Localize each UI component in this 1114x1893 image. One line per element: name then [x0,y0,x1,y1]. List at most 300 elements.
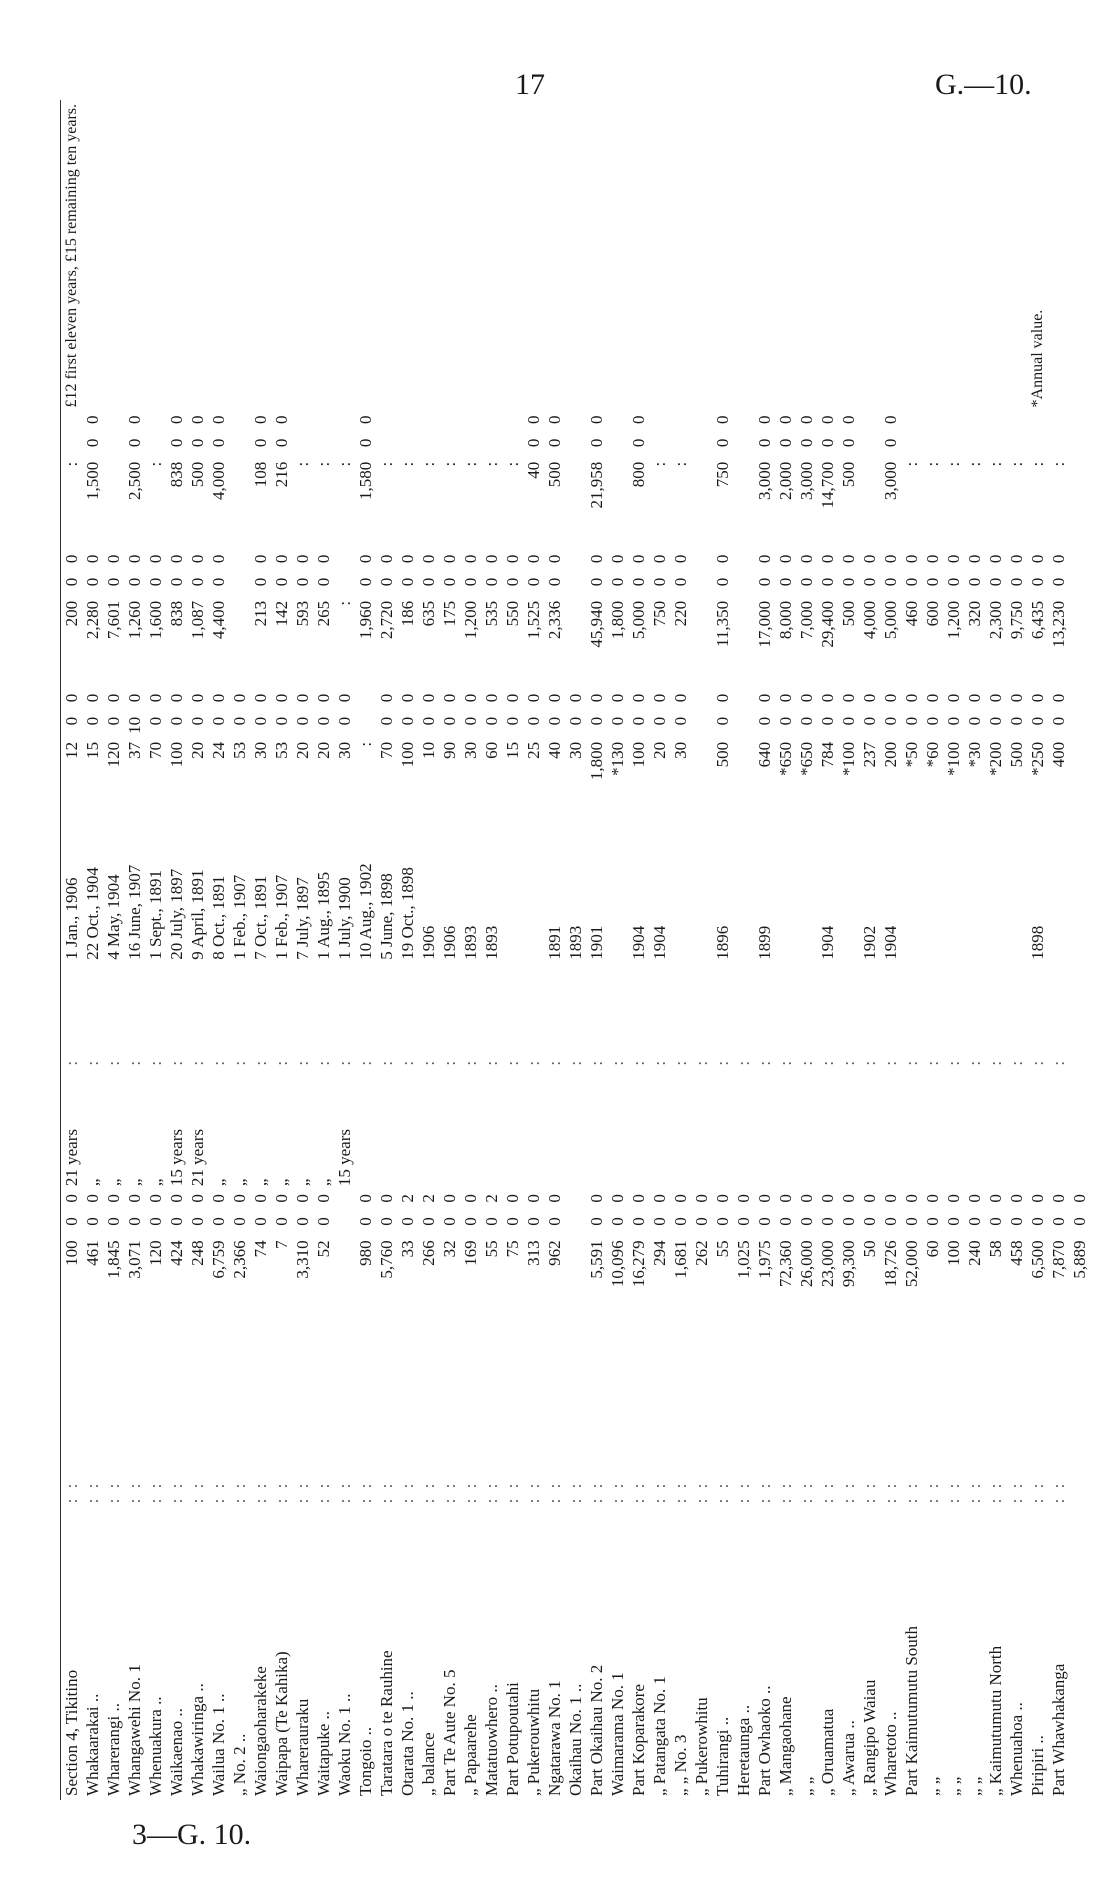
cell-rent-s [1069,713,1090,738]
cell-capital-s: 0 [902,577,921,587]
cell-area [334,1236,355,1338]
cell-capital: 6,435 [1028,600,1047,640]
cell-rent-d: 0 [503,693,522,703]
cell-term [355,1070,376,1191]
cell-term [460,1070,481,1191]
cell-remarks [124,100,145,411]
cell-name: „ „ No. 3 [671,1734,690,1796]
cell-leader-2: : [671,1057,690,1066]
cell-rent-s: 0 [902,716,921,726]
cell-capital: 5,000 [881,600,900,640]
cell-perches [565,1190,586,1213]
cell-capital: 2,280 [83,600,102,640]
cell-capital-d: 0 [167,554,186,564]
cell-leader-2: : [125,1057,144,1066]
cell-capital-d: 0 [776,554,795,564]
cell-value-d [103,411,124,434]
cell-value: 216 [272,461,291,488]
cell-name: Part Koparakore [629,1684,648,1796]
cell-value-s [985,435,1006,458]
cell-value-d [964,411,985,434]
cell-name: „ Awarua .. [839,1720,858,1796]
cell-rent: 53 [272,741,291,759]
cell-rent: 20 [188,741,207,759]
cell-perches: 2 [398,1194,417,1203]
cell-rent: *650 [797,741,816,776]
cell-rent-s: 0 [419,716,438,726]
cell-rent: 40 [545,741,564,759]
table-row [670,100,691,1800]
cell-leader-2: : [272,1057,291,1066]
cell-value: 800 [629,461,648,488]
cell-perches: 0 [986,1194,1005,1203]
cell-term [733,1070,754,1191]
cell-perches: 0 [608,1194,627,1203]
cell-perches: 0 [251,1194,270,1203]
cell-name: Waiongaoharakeke [251,1666,270,1796]
cell-rent-s: 0 [986,716,1005,726]
cell-leader: : : [1028,1480,1047,1504]
cell-perches: 0 [461,1194,480,1203]
cell-value: : [1007,461,1026,467]
cell-value-s [859,435,880,458]
cell-rent: 20 [293,741,312,759]
table-row [964,100,985,1800]
cell-leader: : : [965,1480,984,1504]
cell-rent-d: 0 [923,693,942,703]
cell-perches: 0 [545,1194,564,1203]
cell-rent: *30 [965,741,984,768]
cell-date: 1893 [482,925,501,960]
cell-value-s: 0 [356,438,375,448]
cell-roods: 0 [692,1217,711,1226]
cell-capital-d: 0 [188,554,207,564]
cell-area: 32 [440,1240,459,1258]
cell-value: : [1028,461,1047,467]
cell-value: : [61,458,83,551]
cell-capital-s: 0 [965,577,984,587]
cell-value-d [565,411,586,434]
cell-remarks [733,100,754,411]
cell-leader: : : [545,1480,564,1504]
cell-capital: 550 [503,600,522,627]
cell-value: : [377,461,396,467]
cell-rent-s: 0 [83,716,102,726]
cell-capital: 29,400 [818,600,837,648]
cell-rent: 37 [125,741,144,759]
table-row [418,100,439,1800]
cell-capital-s: 0 [377,577,396,587]
cell-perches: 0 [377,1194,396,1203]
cell-roods: 0 [482,1217,501,1226]
cell-area: 6,500 [1028,1240,1047,1279]
cell-capital: 1,200 [461,600,480,640]
cell-leader: : : [692,1480,711,1504]
cell-capital: 7,601 [104,600,123,640]
cell-name: „ balance [419,1732,438,1796]
cell-area: 58 [986,1240,1005,1258]
cell-rent-s: 0 [545,716,564,726]
cell-value: : [335,461,354,467]
cell-rent-s: 0 [965,716,984,726]
cell-capital: 220 [671,600,690,627]
cell-value-d: 0 [587,415,606,424]
cell-area: 120 [146,1240,165,1266]
cell-capital-d: 0 [83,554,102,564]
cell-roods: 0 [818,1217,837,1226]
cell-value-s [61,435,83,458]
cell-remarks [271,100,292,411]
cell-capital: 175 [440,600,459,627]
cell-area: 962 [545,1240,564,1266]
cell-roods: 0 [503,1217,522,1226]
cell-date: 1 Sept., 1891 [146,869,165,960]
cell-value: : [314,461,333,467]
cell-name: „ „ [923,1776,942,1796]
cell-date: 10 Aug., 1902 [356,863,375,960]
cell-area: 33 [398,1240,417,1258]
cell-leader: : : [209,1480,228,1504]
cell-rent-d: 0 [398,693,417,703]
cell-remarks [628,100,649,411]
cell-value-s: 0 [839,438,858,448]
cell-roods: 0 [146,1217,165,1226]
cell-capital-d: 0 [1028,554,1047,564]
cell-date: 9 April, 1891 [188,869,207,960]
cell-remarks [82,100,103,411]
cell-rent: *60 [923,741,942,768]
cell-capital: 1,960 [356,600,375,640]
cell-capital-s: 0 [587,577,606,587]
cell-capital-s: 0 [125,577,144,587]
cell-term [838,1070,859,1191]
cell-value-s [439,435,460,458]
cell-area: 5,760 [377,1240,396,1279]
document-code: G.—10. [935,68,1032,101]
cell-area: 240 [965,1240,984,1266]
cell-value-d [460,411,481,434]
cell-value-d [1048,411,1069,434]
cell-remarks [985,100,1006,411]
cell-remarks [1069,100,1090,411]
cell-term [775,1070,796,1191]
cell-value-d [1027,411,1048,434]
cell-remarks [334,100,355,411]
cell-value-s [418,435,439,458]
cell-leader: : : [230,1480,249,1504]
cell-rent-d: 0 [146,693,165,703]
cell-value-d [481,411,502,434]
cell-rent-s: 0 [755,716,774,726]
cell-name [1069,1507,1090,1800]
table-row [250,100,271,1800]
cell-value-s [943,435,964,458]
cell-capital: 8,000 [776,600,795,640]
cell-rent-d: 0 [881,693,900,703]
cell-area: 55 [482,1240,501,1258]
page-number: 17 [515,68,545,101]
cell-capital-d: 0 [629,554,648,564]
cell-value-s: 0 [125,438,144,448]
cell-leader-2: : [524,1057,543,1066]
cell-area: 1,025 [734,1240,753,1279]
table-row [943,100,964,1800]
cell-value-d [439,411,460,434]
cell-leader: : : [818,1480,837,1504]
cell-rent: 15 [503,741,522,759]
cell-date [985,812,1006,964]
cell-capital-d: 0 [881,554,900,564]
cell-value-d [397,411,418,434]
cell-rent: 200 [881,741,900,768]
cell-roods: 0 [356,1217,375,1226]
table-row [166,100,187,1800]
cell-capital-d: 0 [524,554,543,564]
cell-rent-d: 0 [902,693,921,703]
cell-value-s: 0 [755,438,774,448]
cell-capital-s: 0 [650,577,669,587]
cell-capital-d: 0 [314,554,333,564]
cell-value-d [292,411,313,434]
cell-name: Waikaenao .. [167,1708,186,1796]
cell-remarks [943,100,964,411]
table-row [187,100,208,1800]
cell-capital: 1,525 [524,600,543,640]
cell-term [1027,1070,1048,1191]
cell-name: „ Rangipo Waiau [860,1679,879,1796]
cell-leader: : : [272,1480,291,1504]
cell-capital-s: 0 [83,577,102,587]
cell-rent: *650 [776,741,795,776]
cell-value: : [398,461,417,467]
cell-rent-s: 0 [482,716,501,726]
cell-leader-2: : [587,1057,606,1066]
cell-date [796,812,817,964]
cell-rent-d: 0 [671,693,690,703]
cell-roods: 0 [1028,1217,1047,1226]
cell-remarks [481,100,502,411]
cell-leader-2: : [923,1057,942,1066]
cell-rent-s: 0 [797,716,816,726]
cell-area: 5,889 [1070,1240,1089,1279]
cell-leader-2: : [734,1057,753,1066]
cell-value-s [607,435,628,458]
cell-leader: : : [734,1480,753,1504]
cell-perches: 0 [797,1194,816,1203]
cell-rent-s: 0 [61,713,83,738]
cell-perches: 0 [167,1194,186,1203]
cell-value: : [923,461,942,467]
cell-term: „ [209,1178,228,1187]
cell-rent-d: 0 [797,693,816,703]
cell-value-d: 0 [776,415,795,424]
cell-value-d: 0 [356,415,375,424]
cell-remarks [838,100,859,411]
cell-roods: 0 [314,1217,333,1226]
cell-name: „ Oruamatua [818,1708,837,1796]
cell-value: 3,000 [755,461,774,501]
cell-capital: 45,940 [587,600,606,648]
cell-roods: 0 [272,1217,291,1226]
cell-rent-s: 0 [1028,716,1047,726]
table-row [817,100,838,1800]
cell-term: 15 years [335,1129,354,1187]
cell-rent-s: 0 [503,716,522,726]
cell-capital-s: 0 [986,577,1005,587]
cell-capital-d [334,551,355,574]
cell-rent-d: 0 [608,693,627,703]
cell-rent-s: 0 [461,716,480,726]
cell-area: 74 [251,1240,270,1258]
cell-remarks: *Annual value. [1029,309,1046,408]
cell-value-d [859,411,880,434]
table-row [376,100,397,1800]
cell-value-d [145,411,166,434]
table-row [733,100,754,1800]
cell-leader: : : [356,1480,375,1504]
cell-area: 18,726 [881,1240,900,1288]
cell-rent: *130 [608,741,627,776]
cell-rent-s: 0 [713,716,732,726]
cell-area: 248 [188,1240,207,1266]
cell-rent-d: 0 [209,693,228,703]
cell-roods: 0 [671,1217,690,1226]
cell-name: Wharetoto .. [881,1711,900,1796]
cell-leader-2: : [356,1057,375,1066]
cell-capital-d: 0 [1007,554,1026,564]
cell-rent-d: 0 [944,693,963,703]
cell-roods: 0 [377,1217,396,1226]
cell-term: „ [146,1178,165,1187]
cell-term [523,1070,544,1191]
cell-rent: 10 [419,741,438,759]
cell-name: „ Pukerouwhitu [524,1688,543,1796]
cell-name: Whakaarakai .. [83,1693,102,1796]
cell-capital-d: 0 [503,554,522,564]
cell-capital: 265 [314,600,333,627]
cell-perches: 0 [650,1194,669,1203]
cell-roods: 0 [188,1217,207,1226]
cell-name: „ Mangaohane [776,1696,795,1796]
cell-area: 16,279 [629,1240,648,1288]
cell-leader-2: : [209,1057,228,1066]
cell-rent: *250 [1028,741,1047,776]
cell-remarks [250,100,271,411]
cell-value: 3,000 [797,461,816,501]
cell-term [901,1070,922,1191]
cell-roods: 0 [293,1217,312,1226]
cell-perches: 0 [188,1194,207,1203]
cell-perches: 0 [629,1194,648,1203]
cell-leader: : : [440,1480,459,1504]
cell-date: 1904 [650,925,669,960]
cell-date: 8 Oct., 1891 [209,875,228,960]
cell-capital-d: 0 [902,554,921,564]
cell-remarks [418,100,439,411]
cell-capital-d: 0 [755,554,774,564]
cell-value-d: 0 [272,415,291,424]
cell-value [565,458,586,551]
cell-term [922,1070,943,1191]
cell-date: 1904 [629,925,648,960]
cell-leader-2: : [944,1057,963,1066]
cell-area: 55 [713,1240,732,1258]
cell-roods: 0 [713,1217,732,1226]
cell-perches: 0 [524,1194,543,1203]
table-row [985,100,1006,1800]
cell-capital: 535 [482,600,501,627]
cell-area: 60 [923,1240,942,1258]
cell-capital: 460 [902,600,921,627]
cell-value-s [1069,435,1090,458]
cell-value-d [943,411,964,434]
cell-area: 980 [356,1240,375,1266]
cell-date: 16 June, 1907 [125,864,144,960]
cell-capital-d: 0 [398,554,417,564]
cell-leader: : : [146,1480,165,1504]
cell-capital-s: 0 [860,577,879,587]
cell-value-s [460,435,481,458]
cell-roods: 0 [734,1217,753,1226]
cell-roods: 0 [545,1217,564,1226]
cell-capital-d [229,551,250,574]
cell-date: 1906 [419,925,438,960]
cell-rent-s: 0 [1007,716,1026,726]
cell-rent-d: 0 [1049,693,1068,703]
cell-value-s [1048,435,1069,458]
cell-leader-2: : [650,1057,669,1066]
cell-value [733,458,754,551]
cell-date: 1 Feb., 1907 [230,874,249,960]
cell-capital-s [334,574,355,597]
footer-mark: 3—G. 10. [132,1818,252,1851]
cell-value-d [61,411,83,434]
cell-date: 1891 [545,925,564,960]
cell-rent-d: 0 [1028,693,1047,703]
cell-term: „ [104,1178,123,1187]
cell-date: 20 July, 1897 [167,868,186,960]
cell-leader: : : [776,1480,795,1504]
cell-name: Tuhirangi .. [713,1716,732,1796]
cell-remarks [145,100,166,411]
cell-value-s [1027,435,1048,458]
cell-perches: 0 [314,1194,333,1203]
cell-value-d [691,411,712,434]
cell-leader-2: : [83,1057,102,1066]
cell-term: „ [272,1178,291,1187]
cell-perches: 0 [1007,1194,1026,1203]
cell-area: 75 [503,1240,522,1258]
cell-capital-s: 0 [629,577,648,587]
cell-remarks [607,100,628,411]
cell-perches: 0 [944,1194,963,1203]
cell-rent: 640 [755,741,774,768]
cell-rent-s: 0 [566,716,585,726]
cell-capital-s: 0 [251,577,270,587]
cell-leader-2: : [440,1057,459,1066]
cell-date [775,812,796,964]
cell-rent-d: 0 [482,693,501,703]
cell-capital-s [565,574,586,597]
cell-value-s [670,435,691,458]
table-row [523,100,544,1800]
table-row [1069,100,1090,1800]
cell-rent: 400 [1049,741,1068,768]
cell-rent-s: 0 [104,716,123,726]
cell-rent-s [733,713,754,738]
cell-rent: 100 [629,741,648,768]
cell-name: Heretaunga .. [734,1704,753,1796]
